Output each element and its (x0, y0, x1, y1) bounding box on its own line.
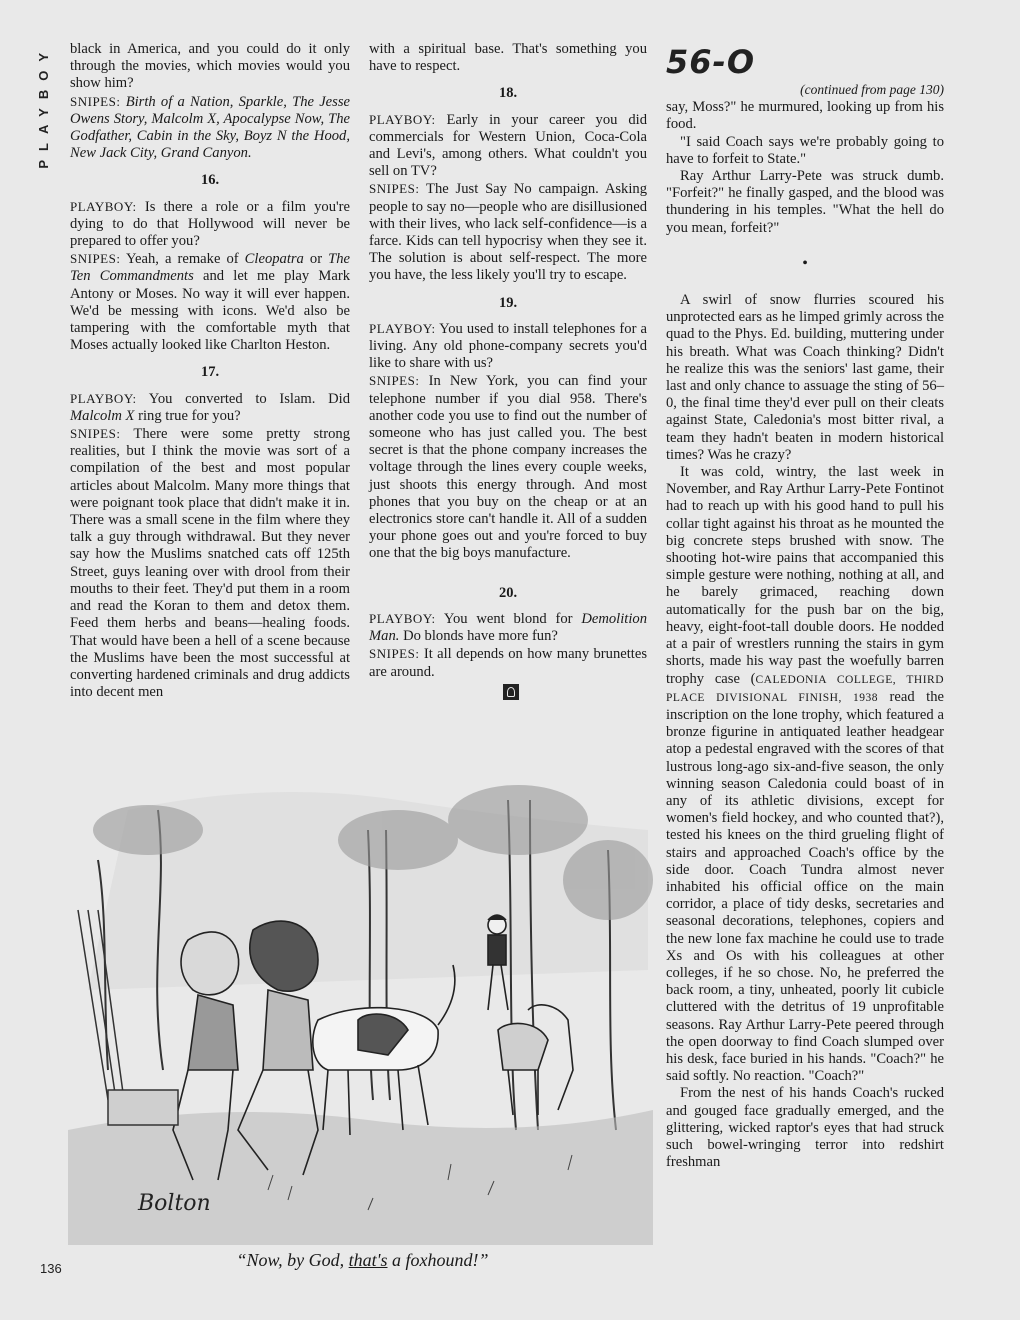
section-break-bullet: • (802, 254, 808, 272)
question: PLAYBOY: Is there a role or a film you're dying to do that Hollywood will never be prepared to offer you? (70, 198, 350, 250)
answer: SNIPES: There were some pretty strong realities, but I think the movie was sort of a compilation of the best and most popular articles about Malcolm. Many more things that were poignant took place that didn't make it in. There was a small scene in the film where they talk a guy through withdrawal. But they never say how the Muslims snatched cats off 125th Street, guys leaning over with drool from their mouths to their feet. They'd put them in a room and read the Koran to them and detox them. Feed them herbs and beans—healing foods. That would have been a hell of a scene because the Muslims have been the most successful at converting hardened criminals and drug addicts into decent men (70, 426, 350, 701)
question: PLAYBOY: You converted to Islam. Did Malcolm X ring true for you? (70, 390, 350, 424)
question-number: 16. (200, 172, 220, 189)
paragraph: with a spiritual base. That's something you have to respect. (369, 41, 647, 75)
question-number: 19. (498, 294, 518, 311)
paragraph: black in America, and you could do it only through the movies, which movies would you show him? (70, 41, 350, 92)
question: PLAYBOY: Early in your career you did commercials for Western Union, Coca-Cola and Levi's, among others. What couldn't you sell on TV? (369, 111, 647, 180)
continued-note: (continued from page 130) (800, 82, 944, 97)
question: PLAYBOY: You went blond for Demolition Man. Do blonds have more fun? (369, 610, 647, 645)
question-number: 18. (498, 85, 518, 102)
paragraph: Ray Arthur Larry-Pete was struck dumb. "Forfeit?" he finally gasped, and the blood was thundering in his temples. "What the hell do you mean, forfeit?" (666, 168, 944, 236)
answer: SNIPES: The Just Say No campaign. Asking people to say no—people who are disillusioned with their lives, who lack self-confidence—is a farce. Kids can tell hypocrisy when they see it. The solution is about self-respect. The more you have, the less likely you'll try to escape. (369, 181, 647, 284)
answer: SNIPES: Yeah, a remake of Cleopatra or The Ten Commandments and let me play Mark Antony or Moses. No way it will ever happen. We'd be messing with icons. We'd also be tampering with the comfortable myth that Moses actually looked like Charlton Heston. (70, 251, 351, 354)
question: PLAYBOY: You used to install telephones for a living. Any old phone-company secrets you'd like to share with us? (369, 320, 647, 372)
cartoon-illustration (68, 770, 653, 1245)
page-number: 136 (40, 1261, 62, 1276)
answer: SNIPES: It all depends on how many brunettes are around. (369, 646, 647, 680)
rabbit-head-end-mark-icon (503, 684, 519, 700)
answer: SNIPES: Birth of a Nation, Sparkle, The Jesse Owens Story, Malcolm X, Apocalypse Now, The Godfather, Cabin in the Sky, Boyz N the Hood, New Jack City, Grand Canyon. (70, 93, 350, 162)
interview-column-2 (369, 41, 647, 701)
question-number: 17. (200, 364, 220, 381)
story-headline: 56-O (666, 43, 756, 81)
cartoonist-signature: Bolton (138, 1191, 211, 1216)
running-head: PLAYBOY (36, 44, 51, 169)
paragraph: It was cold, wintry, the last week in November, and Ray Arthur Larry-Pete Fontinot had to reach up with his good hand to pull his collar tight against his throat as he mounted the big concrete steps brushed with snow. The shooting hot-wire pains that accompanied this simple gesture were nothing, nothing at all, and he barely grimaced, reaching down automatically for the push bar on the big, heavy, eight-foot-tall double doors. He nodded at a pair of wrestlers running the stairs in gym shorts, made his way past the woefully barren trophy case (CALEDONIA COLLEGE, THIRD PLACE DIVISIONAL FINISH, 1938 read the inscription on the lone trophy, which featured a bronze figurine in antiquated leather headgear atop a pedestal engraved with the scores of that lustrous long-ago six-and-five season, the only winning season Caledonia could boast of in any of its athletic divisions, except for women's field hockey, and who counted that?), tested his knees on the third grueling flight of stairs and approached Coach's office by the side door. Coach Tundra almost never inhabited his official office on the main corridor, a place of tidy desks, secretaries and seasonal decorations, telephones, copiers and the new lone fax machine he could use to trade Xs and Os with his colleagues at other colleges, if he so chose. No, he preferred the back room, a tiny, unheated, poorly lit cubicle cluttered with the detritus of 19 unprofitable seasons. Ray Arthur Larry-Pete peered through the open doorway to find Coach slumped over his desk, face buried in his hands. "Coach?" he said softly. No reaction. "Coach?" (666, 464, 944, 1085)
answer: SNIPES: In New York, you can find your telephone number if you dial 958. There's another code you use to find out the number of someone who has just called you. The best secret is that the phone company increases the voltage through the lines every couple weeks, just shoots this energy through. And most phones that you buy on the cheap or at an electronics store can't handle it. All of a sudden your phone goes out and you're forced to buy one that the big boys manufacture. (369, 373, 647, 562)
paragraph: From the nest of his hands Coach's rucked and gouged face gradually emerged, and the glittering, wicked raptor's eyes that had struck such bowel-wringing terror into redshirt freshman (666, 1085, 944, 1171)
cartoon-caption: “Now, by God, that's a foxhound!” (236, 1250, 489, 1270)
paragraph: A swirl of snow flurries scoured his unprotected ears as he limped grimly across the quad to the Phys. Ed. building, muttering under his breath. What was Coach thinking? Didn't he realize this was the seniors' last game, their last and only chance to assuage the sting of 56–0, the final time they'd ever pull on their cleats against State, Caledonia's most bitter rival, a team they hadn't beaten in modern historical times? Was he crazy? (666, 292, 944, 463)
paragraph: say, Moss?" he murmured, looking up from his food. (666, 99, 944, 133)
story-column (666, 45, 944, 1171)
paragraph: "I said Coach says we're probably going to have to forfeit to State." (666, 133, 944, 167)
question-number: 20. (498, 584, 518, 601)
interview-column-1 (70, 41, 350, 701)
